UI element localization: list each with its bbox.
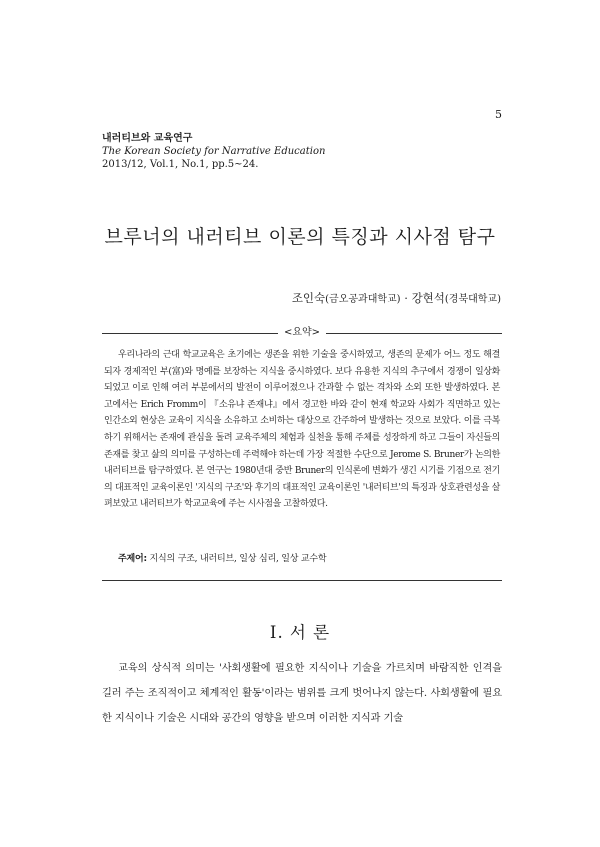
paper-title: 브루너의 내러티브 이론의 특징과 시사점 탐구: [104, 226, 496, 248]
abstract-rule-right: [326, 333, 502, 334]
author-line: [200, 290, 501, 306]
journal-citation: 2013/12, Vol.1, No.1, pp.5~24.: [102, 159, 259, 170]
journal-name-korean: 내러티브와 교육연구: [102, 133, 193, 144]
abstract-rule-left: [102, 333, 278, 334]
author-2-name: 강현석: [411, 291, 445, 305]
abstract-bottom-rule: [102, 580, 502, 581]
abstract-header: [102, 326, 502, 340]
keywords-label: 주제어:: [118, 554, 147, 564]
journal-name-english: The Korean Society for Narrative Education: [102, 146, 326, 157]
abstract-text: 우리나라의 근대 학교교육은 초기에는 생존을 위한 기술을 중시하였고, 생존의 문제가 어느 정도 해결되자 경제적인 부(富)와 명예를 보장하는 지식을 중시하였다. 보다 유용한 지식의 추구에서 경쟁이 일상화되었고 이로 인해 여러 부분에서의 발전이 이루어졌으나 간과할 수 없는 격차와 소외 또한 발생하였다. 본고에서는 Erich Fromm이 『소유냐 존재냐』에서 경고한 바와 같이 현재 학교와 사회가 직면하고 있는 인간소외 현상은 교육이 지식을 소유하고 소비하는 대상으로 간주하여 발생하는 것으로 보았다. 이를 극복하기 위해서는 존재에 관심을 돌려 교육주체의 체험과 실천을 통해 주체를 성장하게 하고 그들이 자신들의 존재를 찾고 삶의 의미를 구성하는데 주력해야 하는데 가장 적절한 수단으로 Jerome S. Bruner가 논의한 내러티브를 탐구하였다. 본 연구는 1980년대 중반 Bruner의 인식론에 변화가 생긴 시기를 기점으로 전기의 대표적인 교육이론인 '지식의 구조'와 후기의 대표적인 교육이론인 '내러티브'의 특징과 상호관련성을 살펴보았고 내러티브가 학교교육에 주는 시사점을 고찰하였다.: [104, 350, 500, 510]
abstract-label: <요약>: [283, 327, 321, 338]
keywords-line: [118, 552, 498, 566]
section-heading: Ⅰ. 서 론: [269, 623, 331, 642]
journal-header: [102, 132, 502, 171]
body-paragraph: 교육의 상식적 의미는 '사회생활에 필요한 지식이나 기술을 가르치며 바람직한 인격을 길러 주는 조직적이고 체계적인 활동'이라는 범위를 크게 벗어나지 않는다. 사회생활에 필요한 지식이나 기술은 시대와 공간의 영향을 받으며 이러한 지식과 기술: [102, 663, 502, 724]
page-number: 5: [495, 108, 502, 121]
author-2-affiliation: (경북대학교): [444, 294, 501, 305]
author-1-name: 조인숙: [291, 291, 326, 305]
keywords-text: 지식의 구조, 내러티브, 일상 심리, 일상 교수학: [146, 554, 327, 564]
author-1-affiliation: (금오공과대학교): [325, 294, 401, 305]
author-separator: ·: [400, 291, 412, 305]
